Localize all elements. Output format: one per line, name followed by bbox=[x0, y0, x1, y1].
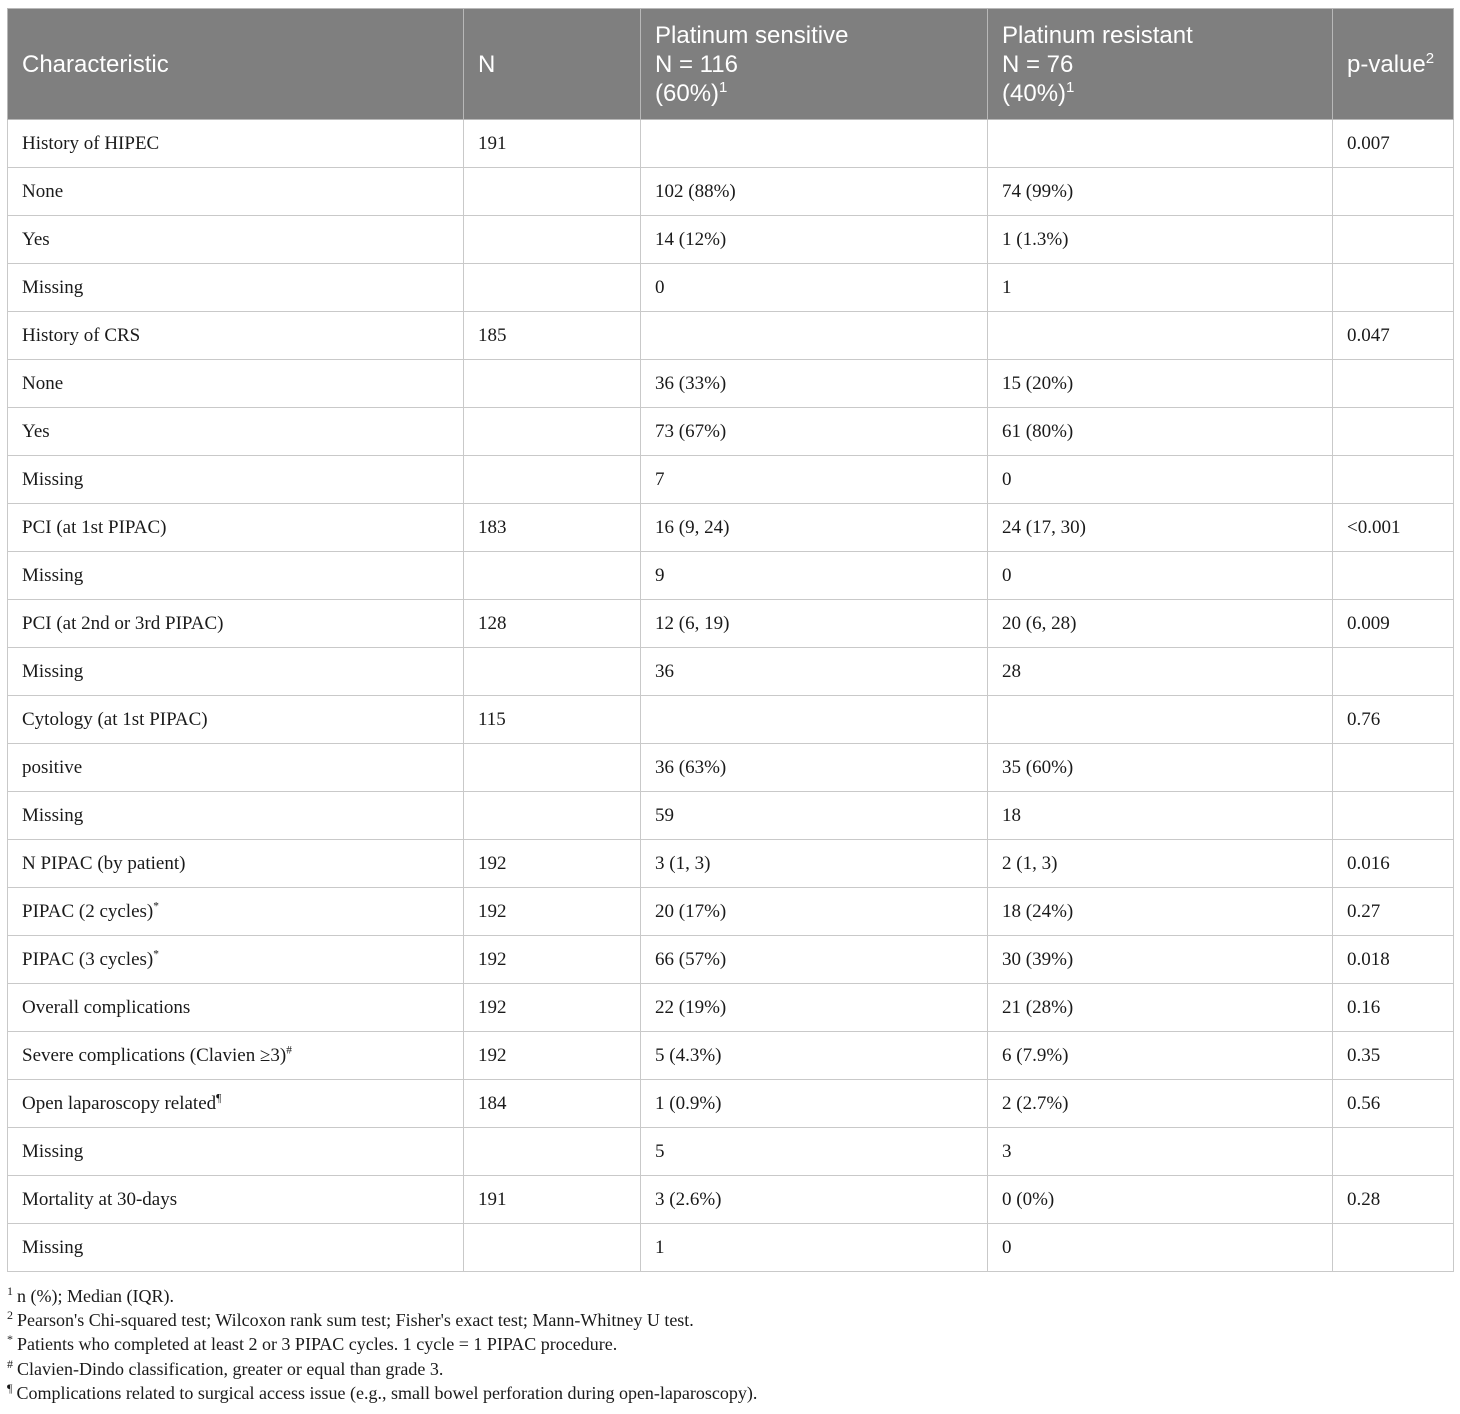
cell-characteristic bbox=[8, 456, 464, 504]
header-resistant-line3: $(40\%)^1$ bbox=[1002, 78, 1075, 107]
table-row bbox=[8, 840, 1454, 888]
cell-platinum-sensitive: 22 (19%) bbox=[641, 984, 988, 1032]
footnote-ref: * bbox=[153, 948, 159, 961]
cell-characteristic bbox=[8, 648, 464, 696]
cell-characteristic bbox=[8, 600, 464, 648]
cell-platinum-resistant: 2 (2.7%) bbox=[988, 1080, 1333, 1128]
cell-p-value bbox=[1333, 552, 1454, 600]
cell-platinum-sensitive: 5 (4.3%) bbox=[641, 1032, 988, 1080]
cell-platinum-sensitive: 3 (2.6%) bbox=[641, 1176, 988, 1224]
characteristic-label: Missing bbox=[22, 468, 84, 490]
cell-platinum-resistant: 18 (24%) bbox=[988, 888, 1333, 936]
cell-n bbox=[464, 456, 641, 504]
cell-characteristic bbox=[8, 1032, 464, 1080]
cell-platinum-sensitive: 3 (1, 3) bbox=[641, 840, 988, 888]
table-row bbox=[8, 1080, 1454, 1128]
table-row bbox=[8, 312, 1454, 360]
cell-p-value: 0.28 bbox=[1333, 1176, 1454, 1224]
header-sensitive-line2: N = 116 bbox=[655, 50, 738, 78]
characteristic-label: PIPAC (3 cycles) bbox=[22, 948, 154, 970]
cell-platinum-resistant: 1 bbox=[988, 264, 1333, 312]
footnote-mark: * bbox=[7, 1332, 13, 1347]
cell-platinum-resistant: 30 (39%) bbox=[988, 936, 1333, 984]
cell-platinum-sensitive: 14 (12%) bbox=[641, 216, 988, 264]
footnote bbox=[7, 1308, 757, 1332]
characteristic-label: None bbox=[22, 180, 64, 202]
table-body bbox=[8, 120, 1454, 1272]
cell-p-value: 0.009 bbox=[1333, 600, 1454, 648]
cell-n bbox=[464, 552, 641, 600]
table-row bbox=[8, 408, 1454, 456]
characteristic-label: Severe complications (Clavien ≥3) bbox=[22, 1044, 287, 1066]
header-row bbox=[8, 9, 1454, 120]
cell-n bbox=[464, 168, 641, 216]
cell-characteristic bbox=[8, 168, 464, 216]
cell-p-value: 0.018 bbox=[1333, 936, 1454, 984]
cell-platinum-sensitive: 1 bbox=[641, 1224, 988, 1272]
cell-platinum-resistant: 18 bbox=[988, 792, 1333, 840]
characteristic-label: Cytology (at 1st PIPAC) bbox=[22, 708, 208, 730]
cell-platinum-sensitive: 36 (33%) bbox=[641, 360, 988, 408]
table-row bbox=[8, 888, 1454, 936]
table-row bbox=[8, 456, 1454, 504]
header-resistant-line1: Platinum resistant bbox=[1002, 21, 1193, 49]
cell-p-value bbox=[1333, 792, 1454, 840]
cell-p-value: <0.001 bbox=[1333, 504, 1454, 552]
cell-n bbox=[464, 792, 641, 840]
cell-characteristic bbox=[8, 120, 464, 168]
table-row bbox=[8, 360, 1454, 408]
cell-n bbox=[464, 744, 641, 792]
footnote-text: n (%); Median (IQR). bbox=[17, 1286, 174, 1306]
cell-platinum-sensitive: 36 bbox=[641, 648, 988, 696]
footnote-text: Pearson's Chi-squared test; Wilcoxon rank sum test; Fisher's exact test; Mann-Whitney U test. bbox=[17, 1310, 694, 1331]
cell-n bbox=[464, 264, 641, 312]
characteristic-label: PIPAC (2 cycles) bbox=[22, 900, 154, 922]
cell-n bbox=[464, 360, 641, 408]
cell-n bbox=[464, 216, 641, 264]
cell-platinum-sensitive: 59 bbox=[641, 792, 988, 840]
cell-characteristic bbox=[8, 1176, 464, 1224]
cell-p-value bbox=[1333, 408, 1454, 456]
cell-p-value: 0.35 bbox=[1333, 1032, 1454, 1080]
cell-characteristic bbox=[8, 552, 464, 600]
header-resistant-line2: N = 76 bbox=[1002, 50, 1074, 78]
header-p-value: p-value$^2$ bbox=[1333, 9, 1454, 120]
cell-platinum-resistant bbox=[988, 120, 1333, 168]
cell-platinum-resistant: 2 (1, 3) bbox=[988, 840, 1333, 888]
cell-n: 192 bbox=[464, 840, 641, 888]
cell-n: 192 bbox=[464, 984, 641, 1032]
header-platinum-sensitive bbox=[641, 9, 988, 120]
cell-characteristic bbox=[8, 936, 464, 984]
cell-platinum-sensitive bbox=[641, 312, 988, 360]
characteristic-label: Missing bbox=[22, 564, 84, 586]
footnote-text: Clavien-Dindo classification, greater or equal than grade 3. bbox=[17, 1358, 444, 1379]
cell-characteristic bbox=[8, 792, 464, 840]
table-row bbox=[8, 1128, 1454, 1176]
characteristic-label: N PIPAC (by patient) bbox=[22, 852, 186, 874]
table-row bbox=[8, 1032, 1454, 1080]
footnote-ref: 1 bbox=[1066, 78, 1075, 96]
characteristic-label: Missing bbox=[22, 1140, 84, 1162]
table-row bbox=[8, 1176, 1454, 1224]
table-row bbox=[8, 984, 1454, 1032]
cell-characteristic bbox=[8, 696, 464, 744]
cell-platinum-resistant: 6 (7.9%) bbox=[988, 1032, 1333, 1080]
table-row bbox=[8, 504, 1454, 552]
cell-n: 192 bbox=[464, 888, 641, 936]
characteristic-label: History of CRS bbox=[22, 324, 141, 346]
characteristic-label: Yes bbox=[22, 420, 50, 442]
cell-platinum-sensitive bbox=[641, 120, 988, 168]
footnote-ref: ¶ bbox=[216, 1092, 222, 1105]
footnote bbox=[7, 1284, 757, 1308]
table-row bbox=[8, 552, 1454, 600]
cell-characteristic bbox=[8, 840, 464, 888]
header-platinum-resistant bbox=[988, 9, 1333, 120]
characteristic-label: positive bbox=[22, 756, 83, 778]
cell-p-value bbox=[1333, 648, 1454, 696]
table-row bbox=[8, 216, 1454, 264]
cell-p-value bbox=[1333, 456, 1454, 504]
footnote-mark: 1 bbox=[7, 1284, 13, 1298]
results-table bbox=[7, 8, 1454, 1272]
cell-platinum-resistant bbox=[988, 696, 1333, 744]
table-row bbox=[8, 936, 1454, 984]
characteristic-label: Missing bbox=[22, 660, 84, 682]
cell-characteristic bbox=[8, 312, 464, 360]
cell-characteristic bbox=[8, 1224, 464, 1272]
header-sensitive-line3: $(60\%)^1$ bbox=[655, 78, 728, 107]
table-row bbox=[8, 696, 1454, 744]
cell-n: 128 bbox=[464, 600, 641, 648]
cell-characteristic bbox=[8, 1080, 464, 1128]
cell-platinum-resistant: 0 bbox=[988, 552, 1333, 600]
table-row bbox=[8, 264, 1454, 312]
cell-platinum-resistant: 0 bbox=[988, 1224, 1333, 1272]
cell-n: 184 bbox=[464, 1080, 641, 1128]
characteristic-label: PCI (at 2nd or 3rd PIPAC) bbox=[22, 612, 224, 634]
cell-platinum-sensitive: 1 (0.9%) bbox=[641, 1080, 988, 1128]
cell-platinum-sensitive: 73 (67%) bbox=[641, 408, 988, 456]
cell-n: 192 bbox=[464, 1032, 641, 1080]
footnote-mark: # bbox=[7, 1356, 13, 1371]
cell-p-value: 0.016 bbox=[1333, 840, 1454, 888]
cell-platinum-sensitive: 9 bbox=[641, 552, 988, 600]
cell-n bbox=[464, 1128, 641, 1176]
characteristic-label: Missing bbox=[22, 1236, 84, 1258]
table-row bbox=[8, 648, 1454, 696]
cell-n: 192 bbox=[464, 936, 641, 984]
cell-characteristic bbox=[8, 408, 464, 456]
footnote bbox=[7, 1357, 757, 1381]
footnote-ref: 1 bbox=[719, 78, 728, 96]
characteristic-label: None bbox=[22, 372, 64, 394]
table-row bbox=[8, 1224, 1454, 1272]
characteristic-label: Yes bbox=[22, 228, 50, 250]
cell-n: 191 bbox=[464, 120, 641, 168]
cell-platinum-sensitive: 5 bbox=[641, 1128, 988, 1176]
cell-p-value bbox=[1333, 168, 1454, 216]
cell-p-value bbox=[1333, 360, 1454, 408]
table-row bbox=[8, 120, 1454, 168]
footnote-text: Patients who completed at least 2 or 3 PIPAC cycles. 1 cycle = 1 PIPAC procedure. bbox=[17, 1334, 618, 1355]
cell-platinum-resistant: 0 (0%) bbox=[988, 1176, 1333, 1224]
footnote bbox=[7, 1381, 757, 1405]
cell-n: 183 bbox=[464, 504, 641, 552]
cell-n bbox=[464, 408, 641, 456]
cell-platinum-resistant: 24 (17, 30) bbox=[988, 504, 1333, 552]
cell-p-value: 0.047 bbox=[1333, 312, 1454, 360]
cell-p-value bbox=[1333, 744, 1454, 792]
cell-platinum-resistant: 15 (20%) bbox=[988, 360, 1333, 408]
cell-n bbox=[464, 648, 641, 696]
cell-characteristic bbox=[8, 216, 464, 264]
cell-characteristic bbox=[8, 984, 464, 1032]
cell-p-value bbox=[1333, 264, 1454, 312]
cell-platinum-resistant bbox=[988, 312, 1333, 360]
table-row bbox=[8, 744, 1454, 792]
characteristic-label: History of HIPEC bbox=[22, 132, 160, 154]
cell-platinum-resistant: 74 (99%) bbox=[988, 168, 1333, 216]
cell-p-value bbox=[1333, 216, 1454, 264]
footnote-mark: ¶ bbox=[7, 1380, 13, 1395]
cell-characteristic bbox=[8, 504, 464, 552]
cell-platinum-resistant: 28 bbox=[988, 648, 1333, 696]
header-characteristic: Characteristic bbox=[8, 9, 464, 120]
header-sensitive-line1: Platinum sensitive bbox=[655, 21, 849, 49]
cell-p-value: 0.27 bbox=[1333, 888, 1454, 936]
cell-platinum-sensitive bbox=[641, 696, 988, 744]
characteristic-label: Overall complications bbox=[22, 996, 191, 1018]
cell-n bbox=[464, 1224, 641, 1272]
footnote-ref: * bbox=[153, 900, 159, 913]
cell-platinum-sensitive: 36 (63%) bbox=[641, 744, 988, 792]
characteristic-label: Open laparoscopy related bbox=[22, 1092, 217, 1114]
table-row bbox=[8, 168, 1454, 216]
cell-p-value bbox=[1333, 1128, 1454, 1176]
footnote-ref: 2 bbox=[1425, 49, 1435, 67]
characteristic-label: Mortality at 30-days bbox=[22, 1188, 178, 1210]
cell-platinum-resistant: 20 (6, 28) bbox=[988, 600, 1333, 648]
cell-p-value bbox=[1333, 1224, 1454, 1272]
footnote-ref: # bbox=[286, 1044, 292, 1057]
cell-platinum-sensitive: 16 (9, 24) bbox=[641, 504, 988, 552]
cell-platinum-resistant: 3 bbox=[988, 1128, 1333, 1176]
cell-characteristic bbox=[8, 1128, 464, 1176]
cell-platinum-sensitive: 102 (88%) bbox=[641, 168, 988, 216]
footnote-mark: 2 bbox=[7, 1308, 13, 1323]
table-row bbox=[8, 792, 1454, 840]
cell-n: 115 bbox=[464, 696, 641, 744]
cell-platinum-sensitive: 66 (57%) bbox=[641, 936, 988, 984]
cell-p-value: 0.16 bbox=[1333, 984, 1454, 1032]
cell-p-value: 0.76 bbox=[1333, 696, 1454, 744]
cell-p-value: 0.007 bbox=[1333, 120, 1454, 168]
footnote-text: Complications related to surgical access issue (e.g., small bowel perforation during open-laparoscopy). bbox=[16, 1382, 758, 1403]
cell-characteristic bbox=[8, 264, 464, 312]
characteristic-label: Missing bbox=[22, 804, 84, 826]
cell-platinum-resistant: 1 (1.3%) bbox=[988, 216, 1333, 264]
cell-platinum-sensitive: 7 bbox=[641, 456, 988, 504]
footnotes bbox=[7, 1284, 757, 1405]
cell-platinum-resistant: 0 bbox=[988, 456, 1333, 504]
cell-n: 185 bbox=[464, 312, 641, 360]
cell-platinum-sensitive: 0 bbox=[641, 264, 988, 312]
header-n: N bbox=[464, 9, 641, 120]
footnote bbox=[7, 1332, 757, 1356]
table-row bbox=[8, 600, 1454, 648]
cell-characteristic bbox=[8, 888, 464, 936]
cell-characteristic bbox=[8, 360, 464, 408]
cell-platinum-resistant: 21 (28%) bbox=[988, 984, 1333, 1032]
cell-p-value: 0.56 bbox=[1333, 1080, 1454, 1128]
characteristic-label: PCI (at 1st PIPAC) bbox=[22, 516, 167, 538]
cell-platinum-resistant: 61 (80%) bbox=[988, 408, 1333, 456]
cell-characteristic bbox=[8, 744, 464, 792]
cell-platinum-sensitive: 12 (6, 19) bbox=[641, 600, 988, 648]
characteristic-label: Missing bbox=[22, 276, 84, 298]
cell-n: 191 bbox=[464, 1176, 641, 1224]
cell-platinum-sensitive: 20 (17%) bbox=[641, 888, 988, 936]
cell-platinum-resistant: 35 (60%) bbox=[988, 744, 1333, 792]
